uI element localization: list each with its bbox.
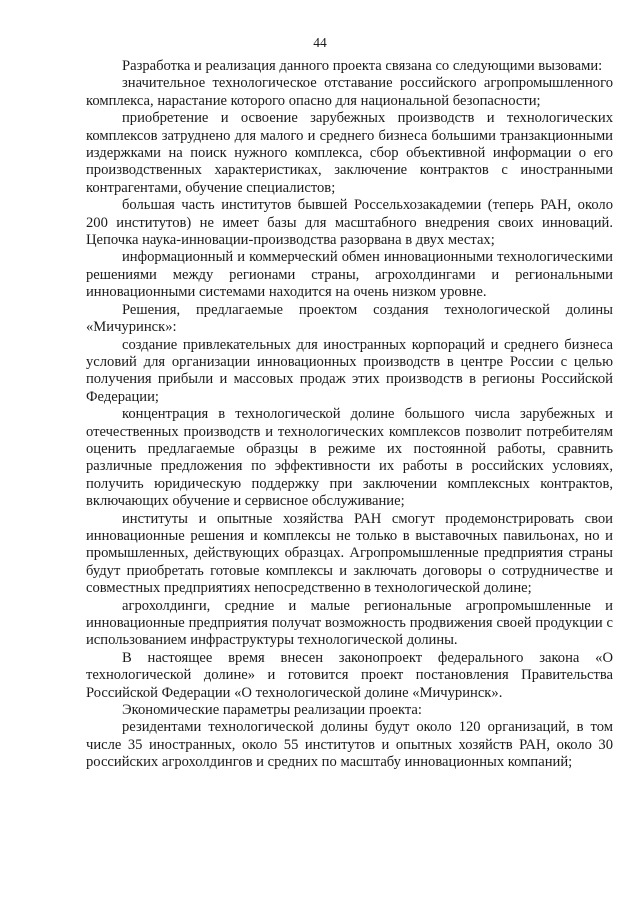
paragraph-attractive-conditions: создание привлекательных для иностранных корпораций и среднего бизнеса условий для организации инновационных производств в центре России с целью получения прибыли и массовых продаж этих производств в регионы Российской Федерации; — [86, 336, 613, 405]
paragraph-concentration: концентрация в технологической долине большого числа зарубежных и отечественных производств и технологических комплексов позволит потребителям оценить предлагаемые образцы в режиме их постоянной работы, сравнить различные предложения по эффективности их работы в российских условиях, получить юридическую поддержку при заключении комплексных контрактов, включающих обучение и сервисное обслуживание; — [86, 406, 613, 510]
paragraph-draft-law: В настоящее время внесен законопроект федерального закона «О технологической долине» и готовится проект постановления Правительства Российской Федерации «О технологической долине «Мичуринск». — [86, 649, 613, 701]
paragraph-residents: резидентами технологической долины будут около 120 организаций, в том числе 35 иностранных, около 55 институтов и опытных хозяйств РАН, около 30 российских агрохолдингов и средних по масштабу инновационных компаний; — [86, 719, 613, 771]
page-number: 44 — [313, 35, 327, 50]
paragraph-technology-lag: значительное технологическое отставание российского агропромышленного комплекса, нарастание которого опасно для национальной безопасности; — [86, 75, 613, 109]
body-text — [86, 58, 613, 772]
paragraph-institutes: большая часть институтов бывшей Россельхозакадемии (теперь РАН, около 200 институтов) не имеет базы для масштабного внедрения своих инноваций. Цепочка наука-инновации-производства разорвана в двух местах; — [86, 197, 613, 249]
paragraph-challenges-intro: Разработка и реализация данного проекта связана со следующими вызовами: — [122, 58, 603, 74]
paragraph-economic-parameters: Экономические параметры реализации проекта: — [122, 702, 422, 719]
paragraph-foreign-acquisition: приобретение и освоение зарубежных производств и технологических комплексов затруднено для малого и среднего бизнеса большими транзакционными издержками на поиск нужного комплекса, сбор объективной информации о его производственных характеристиках, заключение контрактов с иностранными контрагентами, обучение специалистов; — [86, 110, 613, 196]
paragraph-information-exchange: информационный и коммерческий обмен инновационными технологическими решениями между регионами страны, агрохолдингами и региональными инновационными системами находится на очень низком уровне. — [86, 249, 613, 301]
paragraph-solutions-intro: Решения, предлагаемые проектом создания технологической долины «Мичуринск»: — [86, 301, 613, 336]
paragraph-agroholdings: агрохолдинги, средние и малые региональные агропромышленные и инновационные предприятия получат возможность продвижения своей продукции с использованием инфраструктуры технологической долины. — [86, 597, 613, 649]
paragraph-institutes-demonstration: институты и опытные хозяйства РАН смогут продемонстрировать свои инновационные решения и комплексы не только в выставочных павильонах, но и промышленных, действующих образцах. Агропромышленные предприятия страны будут приобретать готовые комплексы и заключать договоры о сотрудничестве и совместных предприятиях непосредственно в технологической долине; — [86, 510, 613, 597]
